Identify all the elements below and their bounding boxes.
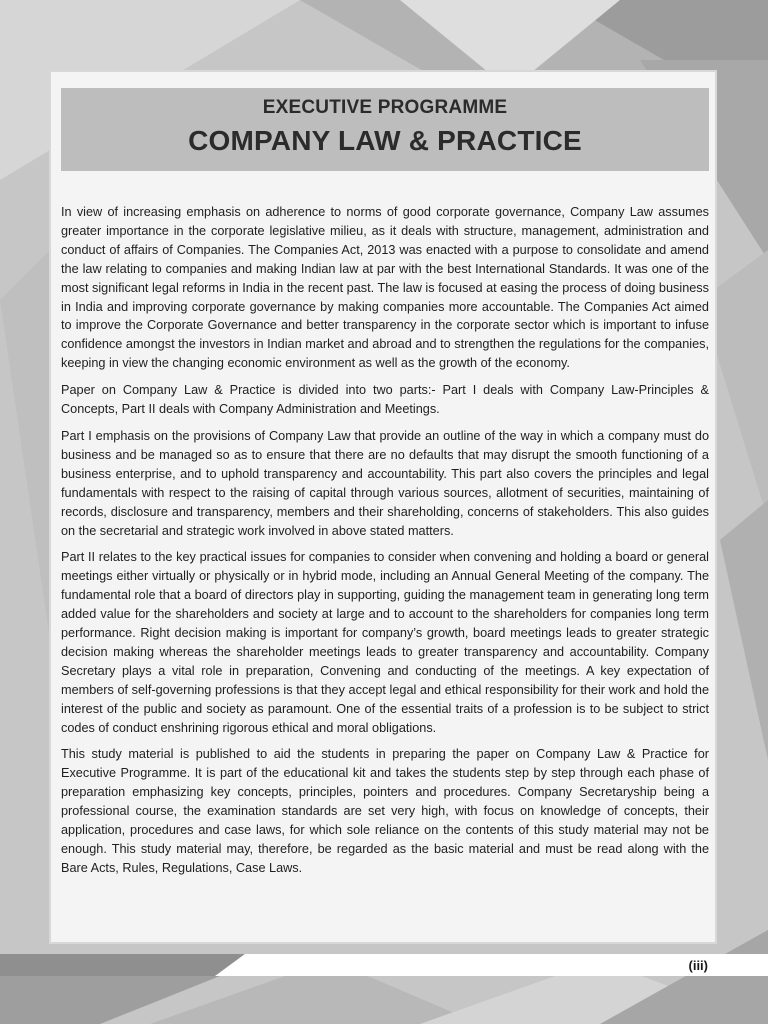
title-band: [61, 88, 709, 171]
programme-heading: EXECUTIVE PROGRAMME: [262, 97, 508, 118]
page-number: (iii): [688, 958, 708, 973]
footer-strip: [0, 954, 768, 976]
paragraph-intro: In view of increasing emphasis on adherence to norms of good corporate governance, Company Law assumes greater importance in the corporate legislative milieu, as it deals with structure, management, administration and conduct of affairs of Companies. The Companies Act, 2013 was enacted with a purpose to consolidate and amend the law relating to companies and making Indian law at par with the best International Standards. It was one of the most significant legal reforms in India in the recent past. The law is focused at easing the process of doing business in India and improving corporate governance by making companies more accountable. The Companies Act aimed to improve the Corporate Governance and better transparency in the corporate sector which is important to infuse confidence amongst the investors in Indian market and abroad and to strengthen the regulations for the companies, keeping in view the changing economic environment as well as the growth of the economy.: [61, 205, 709, 371]
paragraph-parts-overview: Paper on Company Law & Practice is divided into two parts:- Part I deals with Company Law-Principles & Concepts, Part II deals with Company Administration and Meetings.: [61, 383, 709, 417]
page-title: COMPANY LAW & PRACTICE: [188, 125, 582, 156]
content-panel: [49, 70, 717, 944]
paragraph-part-two: Part II relates to the key practical issues for companies to consider when convening and holding a board or general meetings either virtually or physically or in hybrid mode, including an Annual General Meeting of the company. The fundamental role that a board of directors play in supporting, guiding the management team in generating long term added value for the shareholders and society at large and to account to the shareholders for companies long term performance. Right decision making is important for company’s growth, board meetings leads to greater strategic decision making whereas the shareholder meetings leads to greater transparency and accountability. Company Secretary plays a vital role in preparation, Convening and conducting of the meetings. A key expectation of members of self-governing professions is that they accept legal and ethical responsibility for their work and hold the interest of the public and society as paramount. One of the essential traits of a profession is to be subject to strict codes of conduct enshrining rigorous ethical and moral obligations.: [61, 550, 709, 735]
paragraph-study-material: This study material is published to aid the students in preparing the paper on Company Law & Practice for Executive Programme. It is part of the educational kit and takes the students step by step through each phase of preparation emphasizing key concepts, principles, pointers and procedures. Company Secretaryship being a professional course, the examination standards are set very high, with focus on knowledge of concepts, their application, procedures and case laws, for which sole reliance on the contents of this study material may not be enough. This study material may, therefore, be regarded as the basic material and must be read along with the Bare Acts, Rules, Regulations, Case Laws.: [61, 747, 709, 875]
body-text: [61, 203, 709, 886]
paragraph-part-one: Part I emphasis on the provisions of Company Law that provide an outline of the way in which a company must do business and be managed so as to ensure that there are no defaults that may disrupt the smooth functioning of a business enterprise, and to uphold transparency and accountability. This part also covers the principles and legal fundamentals with respect to the raising of capital through various sources, allotment of securities, maintaining of records, disclosure and transparency, members and their shareholding, concerns of stakeholders. This also guides on the secretarial and strategic work involved in above stated matters.: [61, 428, 709, 538]
